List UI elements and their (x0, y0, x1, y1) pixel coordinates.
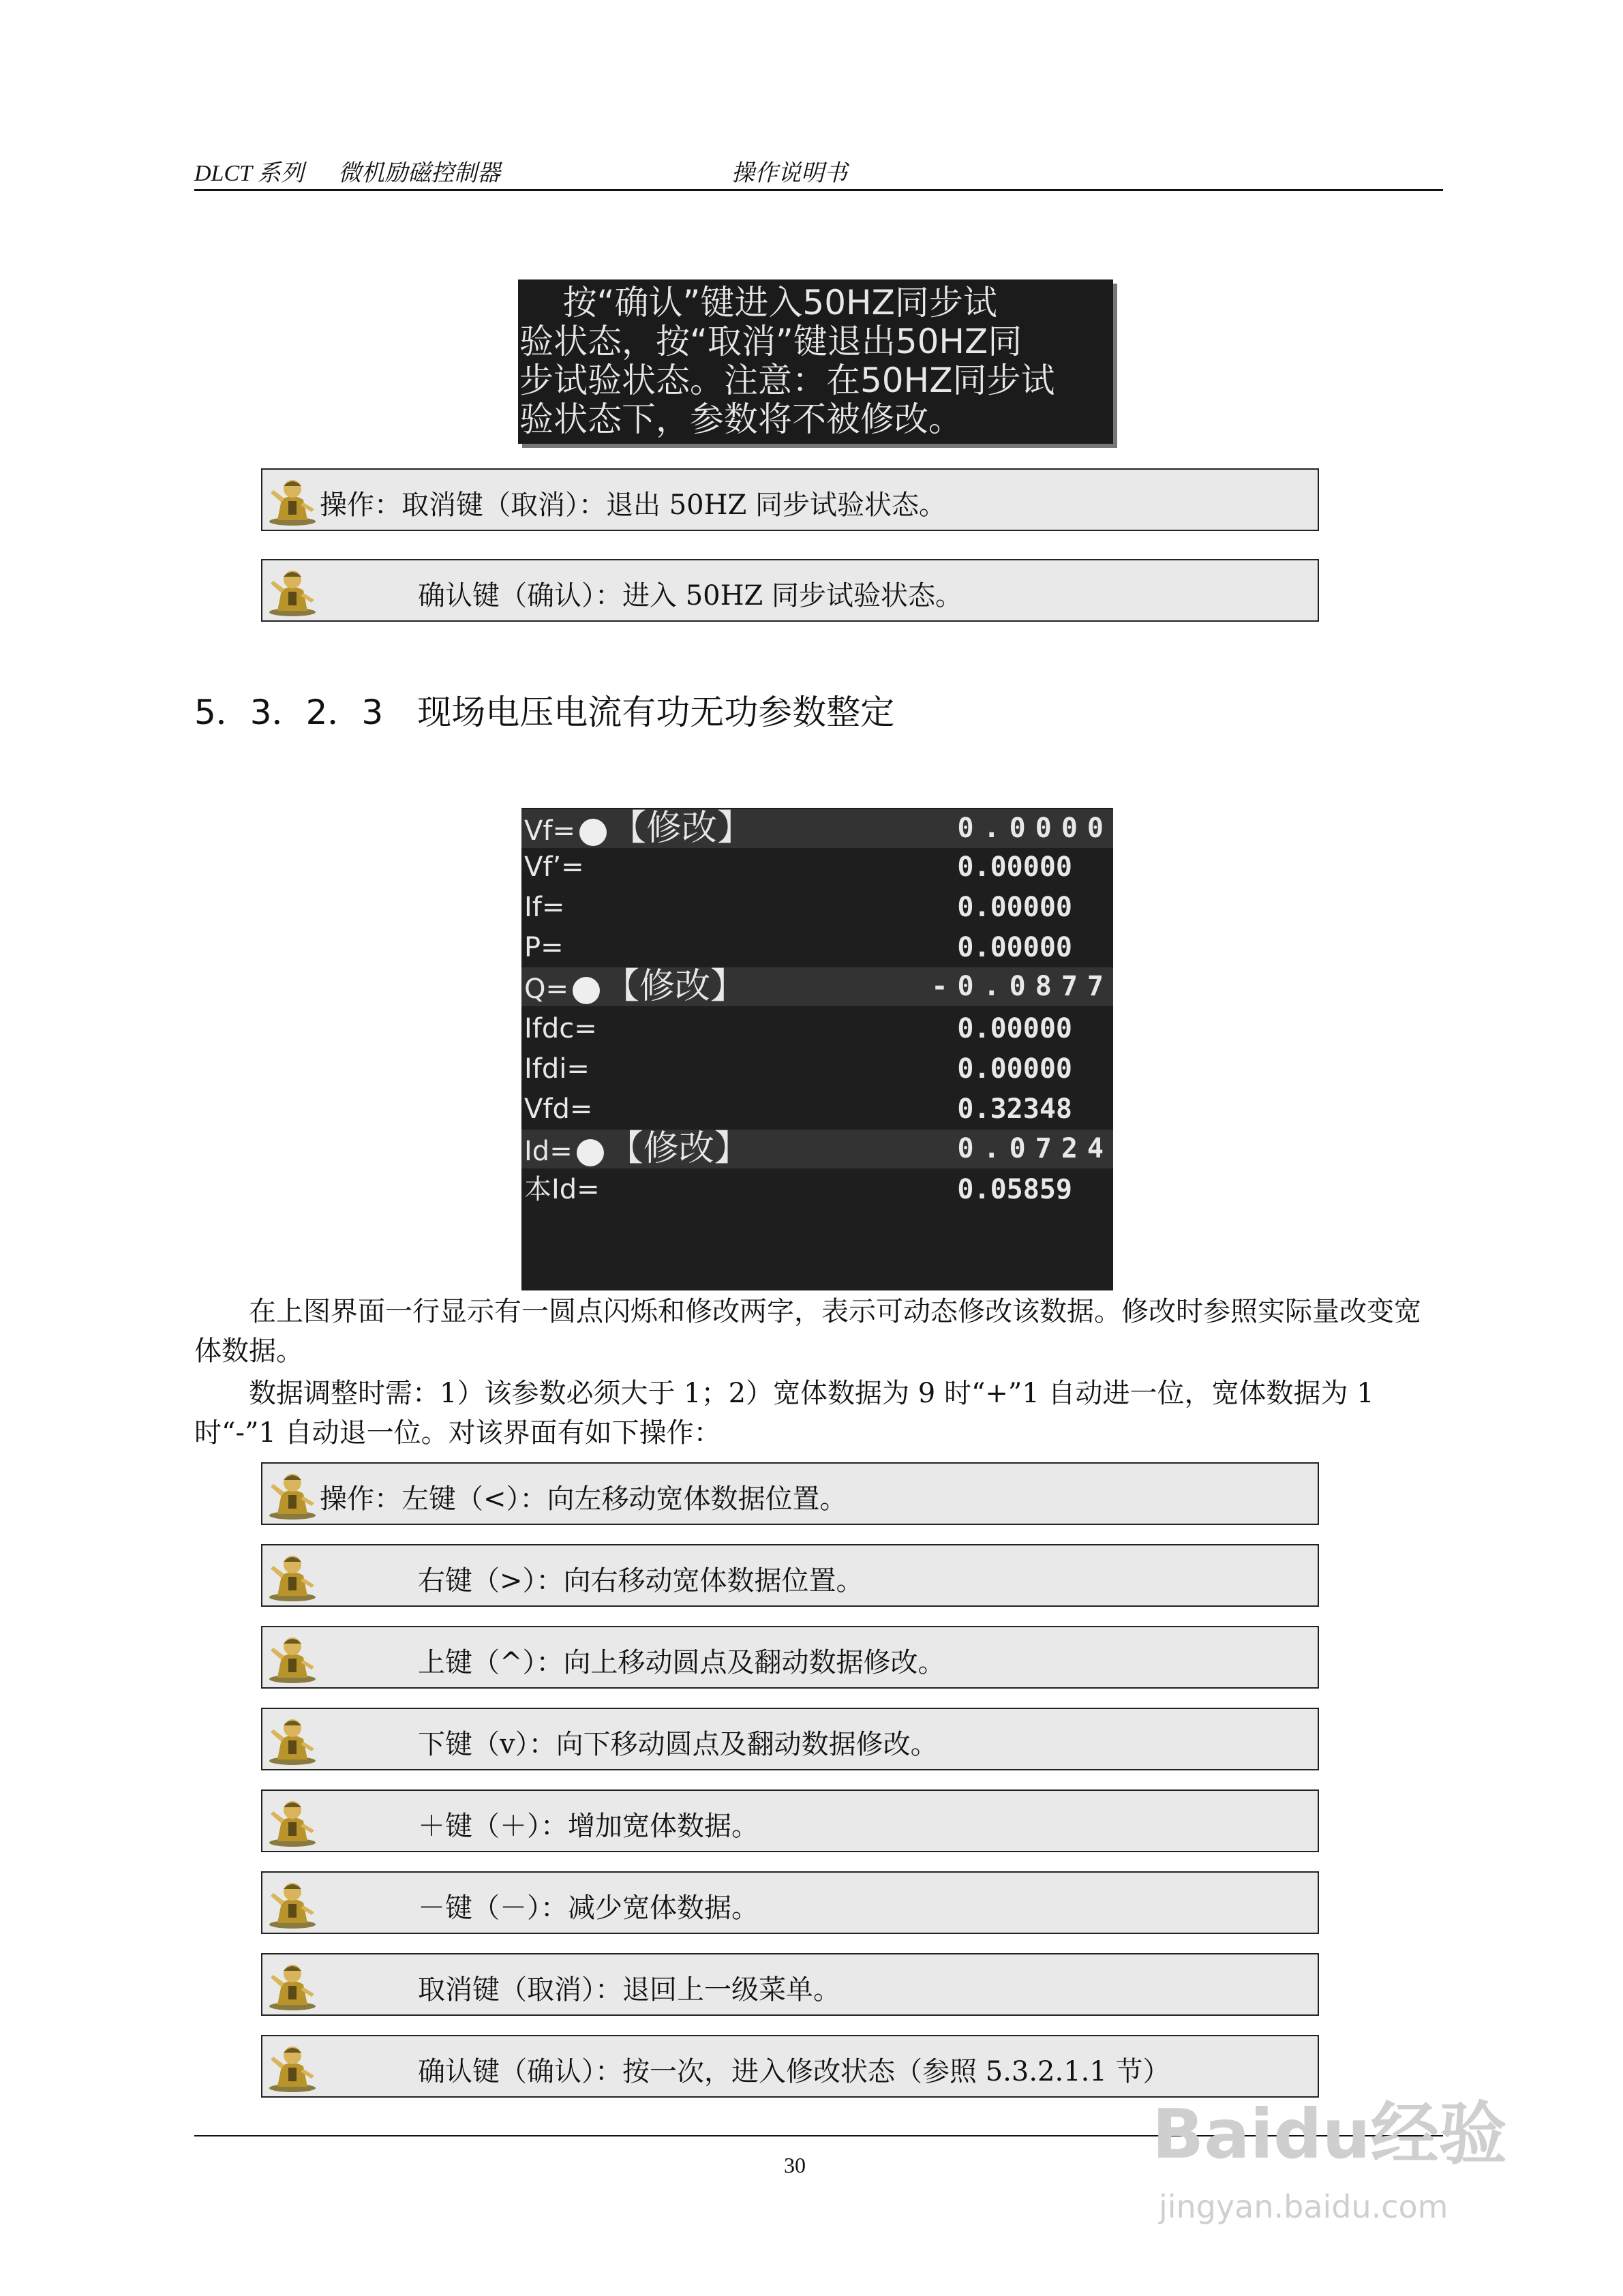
param-name: Vfd= (524, 1093, 593, 1125)
operation-note (261, 1708, 1319, 1770)
operator-figure-icon (265, 472, 320, 527)
operation-text: 右键（>）：向右移动宽体数据位置。 (418, 1565, 864, 1597)
param-value: 0.05859 (957, 1174, 1072, 1205)
operation-text: 确认键（确认）：按一次，进入修改状态（参照 5.3.2.1.1 节） (418, 2056, 1170, 2087)
lcd-param-label (524, 848, 584, 887)
paragraph: 在上图界面一行显示有一圆点闪烁和修改两字，表示可动态修改该数据。修改时参照实际量改变宽体数据。 (194, 1296, 1421, 1367)
lcd-param-label (524, 1010, 597, 1048)
operation-text: 操作：取消键（取消）：退出 50HZ 同步试验状态。 (320, 489, 947, 521)
param-value: 0.00000 (957, 1053, 1072, 1085)
param-name: Ifdc= (524, 1013, 597, 1044)
watermark-logo: Baidu经验 (1152, 2094, 1507, 2174)
operation-text: ＋键（＋）：增加宽体数据。 (418, 1811, 759, 1842)
lcd-param-row (521, 809, 1113, 848)
modify-tag: 【修改】 (607, 1128, 750, 1169)
operator-figure-icon (265, 1875, 320, 1930)
lcd-line: 验状态下，参数将不被修改。 (519, 399, 962, 439)
operation-note (261, 1626, 1319, 1689)
operator-figure-icon (265, 1794, 320, 1848)
operation-note (261, 1789, 1319, 1852)
operation-text: －键（－）：减少宽体数据。 (418, 1892, 759, 1924)
operator-figure-icon (265, 1548, 320, 1603)
lcd-param-row (521, 1130, 1113, 1168)
watermark-url: jingyan.baidu.com (1159, 2188, 1448, 2225)
operation-note (261, 1953, 1319, 2016)
lcd-param-label (524, 1170, 600, 1209)
lcd-param-row (521, 848, 1113, 887)
param-name: Ifdi= (524, 1053, 590, 1085)
operator-figure-icon (265, 1712, 320, 1766)
page-number: 30 (784, 2153, 806, 2177)
lcd-param-row (521, 1010, 1113, 1048)
blink-dot-icon (577, 1139, 604, 1166)
param-value: 0.00000 (957, 1013, 1072, 1044)
param-value: 0.0724 (957, 1133, 1113, 1164)
header-doc: 操作说明书 (731, 161, 847, 186)
header-product: DLCT 系列 (194, 161, 304, 186)
lcd-param-label (524, 888, 564, 927)
operation-note (261, 468, 1319, 531)
lcd-param-row (521, 888, 1113, 927)
lcd-param-label (524, 1130, 750, 1171)
param-name: Vf’= (524, 851, 584, 883)
blink-dot-icon (573, 977, 600, 1004)
operator-figure-icon (265, 1957, 320, 2012)
param-name: If= (524, 892, 565, 923)
lcd-param-row (521, 1090, 1113, 1129)
header-name: 微机励磁控制器 (338, 161, 500, 186)
lcd-line: 验状态，按“取消”键退出50HZ同 (519, 322, 1022, 361)
lcd-param-label (524, 809, 753, 851)
lcd-param-label (524, 1050, 590, 1089)
operation-text: 确认键（确认）：进入 50HZ 同步试验状态。 (418, 580, 963, 611)
param-value: 0.0000 (957, 813, 1113, 844)
param-name: Vf= (524, 815, 575, 847)
param-value: 0.00000 (957, 851, 1072, 883)
lcd-param-row (521, 1170, 1113, 1209)
operation-text: 下键（v）：向下移动圆点及翻动数据修改。 (418, 1729, 938, 1760)
operation-note (261, 1544, 1319, 1607)
param-value: -0.0877 (931, 971, 1113, 1002)
param-name: P= (524, 932, 564, 963)
modify-tag: 【修改】 (604, 966, 746, 1007)
paragraph: 数据调整时需：1）该参数必须大于 1；2）宽体数据为 9 时“+”1 自动进一位，宽体数据为 1 时“-”1 自动退一位。对该界面有如下操作： (194, 1378, 1374, 1449)
lcd-line: 步试验状态。注意：在50HZ同步试 (519, 361, 1055, 400)
lcd-param-row (521, 1050, 1113, 1089)
lcd-line: 按“确认”键进入50HZ同步试 (519, 283, 997, 322)
operator-figure-icon (265, 563, 320, 618)
lcd-screen-parameters (521, 808, 1113, 1290)
param-value: 0.00000 (957, 892, 1072, 923)
operator-figure-icon (265, 1630, 320, 1685)
param-name: 本Id= (524, 1174, 600, 1205)
operator-figure-icon (265, 1466, 320, 1521)
param-value: 0.00000 (957, 932, 1072, 963)
lcd-param-label (524, 967, 746, 1009)
modify-tag: 【修改】 (610, 808, 753, 849)
lcd-param-label (524, 928, 564, 967)
param-name: Id= (524, 1136, 573, 1167)
param-name: Q= (524, 973, 568, 1005)
lcd-param-row (521, 967, 1113, 1006)
operation-note (261, 1462, 1319, 1525)
header-rule (194, 189, 1443, 191)
operation-text: 操作：左键（<）：向左移动宽体数据位置。 (320, 1483, 847, 1515)
lcd-screen-sync-test (518, 280, 1113, 444)
section-title: 5．3．2．3 现场电压电流有功无功参数整定 (194, 693, 895, 732)
operation-note (261, 1871, 1319, 1934)
operator-figure-icon (265, 2039, 320, 2094)
operation-note (261, 559, 1319, 622)
operation-text: 取消键（取消）：退回上一级菜单。 (418, 1974, 840, 2006)
lcd-param-row (521, 928, 1113, 967)
lcd-param-label (524, 1090, 592, 1129)
operation-text: 上键（^）：向上移动圆点及翻动数据修改。 (418, 1647, 945, 1678)
blink-dot-icon (579, 819, 607, 846)
param-value: 0.32348 (957, 1093, 1072, 1125)
